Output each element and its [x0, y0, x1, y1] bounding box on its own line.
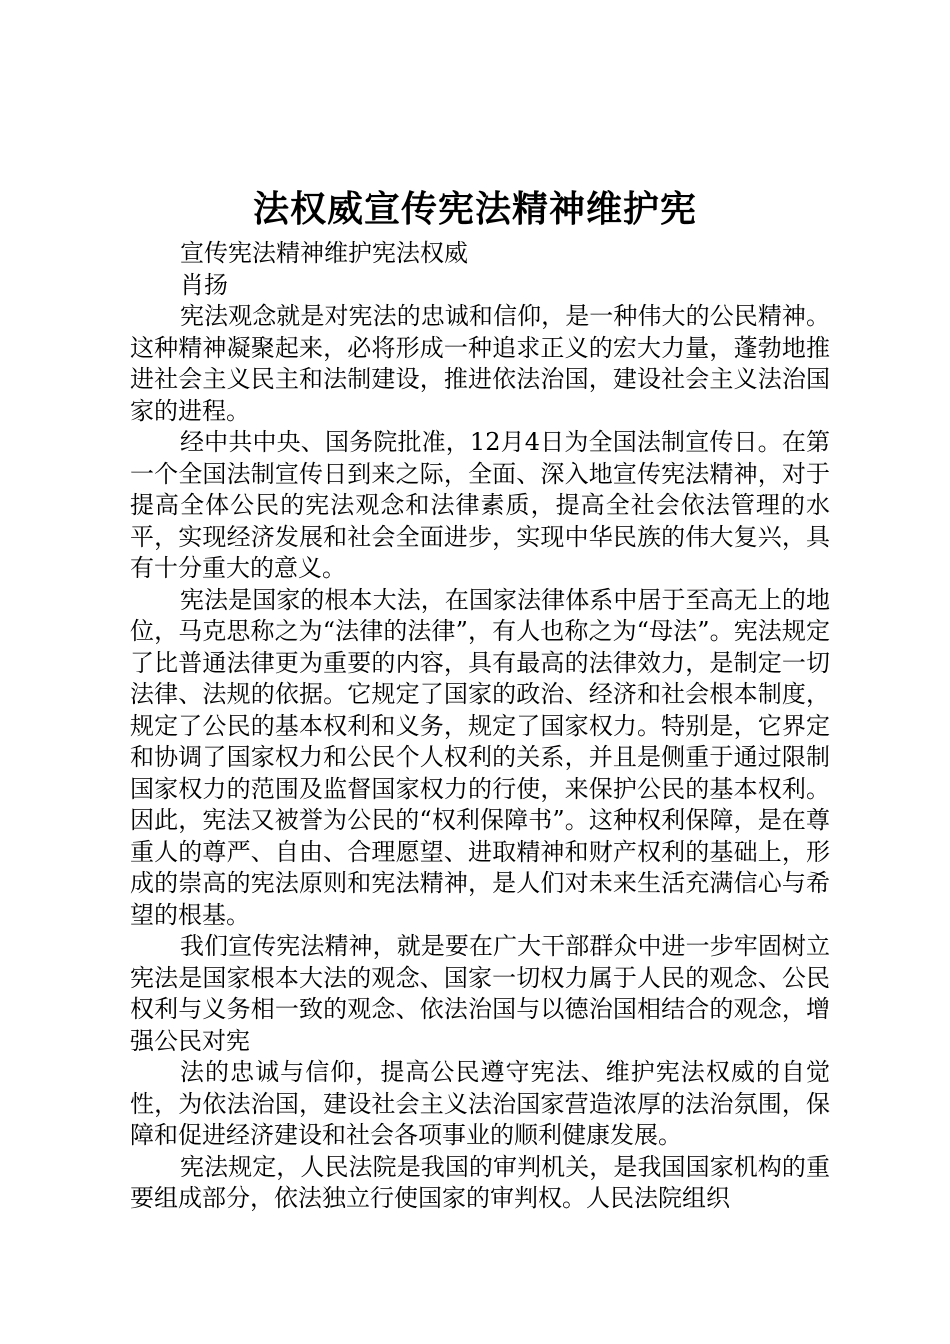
body-paragraph: 宪法是国家的根本大法，在国家法律体系中居于至高无上的地位，马克思称之为“法律的法律”，有人也称之为“母法”。宪法规定了比普通法律更为重要的内容，具有最高的法律效力，是制定一切法律、法规的依据。它规定了国家的政治、经济和社会根本制度，规定了公民的基本权利和义务，规定了国家权力。特别是，它界定和协调了国家权力和公民个人权利的关系，并且是侧重于通过限制国家权力的范围及监督国家权力的行使，来保护公民的基本权利。因此，宪法又被誉为公民的“权利保障书”。这种权利保障，是在尊重人的尊严、自由、合理愿望、进取精神和财产权利的基础上，形成的崇高的宪法原则和宪法精神，是人们对未来生活充满信心与希望的根基。: [130, 585, 830, 929]
subtitle-paragraph: 宣传宪法精神维护宪法权威: [180, 239, 468, 267]
document-body: [130, 238, 830, 1215]
body-paragraph: 宪法观念就是对宪法的忠诚和信仰，是一种伟大的公民精神。这种精神凝聚起来，必将形成一种追求正义的宏大力量，蓬勃地推进社会主义民主和法制建设，推进依法治国，建设社会主义法治国家的进程。: [130, 302, 830, 425]
document-title: 法权威宣传宪法精神维护宪: [252, 188, 697, 230]
author-paragraph: 肖扬: [180, 270, 228, 299]
body-paragraph: 宪法规定，人民法院是我国的审判机关，是我国国家机构的重要组成部分，依法独立行使国家的审判权。人民法院组织: [130, 1152, 830, 1212]
body-paragraph: 我们宣传宪法精神，就是要在广大干部群众中进一步牢固树立宪法是国家根本大法的观念、国家一切权力属于人民的观念、公民权利与义务相一致的观念、依法治国与以德治国相结合的观念，增强公民对宪: [130, 932, 830, 1055]
body-paragraph: 法的忠诚与信仰，提高公民遵守宪法、维护宪法权威的自觉性，为依法治国，建设社会主义法治国家营造浓厚的法治氛围，保障和促进经济建设和社会各项事业的顺利健康发展。: [130, 1058, 830, 1149]
body-paragraph: 经中共中央、国务院批准，12月4日为全国法制宣传日。在第一个全国法制宣传日到来之际，全面、深入地宣传宪法精神，对于提高全体公民的宪法观念和法律素质，提高全社会依法管理的水平，实现经济发展和社会全面进步，实现中华民族的伟大复兴，具有十分重大的意义。: [130, 428, 830, 582]
